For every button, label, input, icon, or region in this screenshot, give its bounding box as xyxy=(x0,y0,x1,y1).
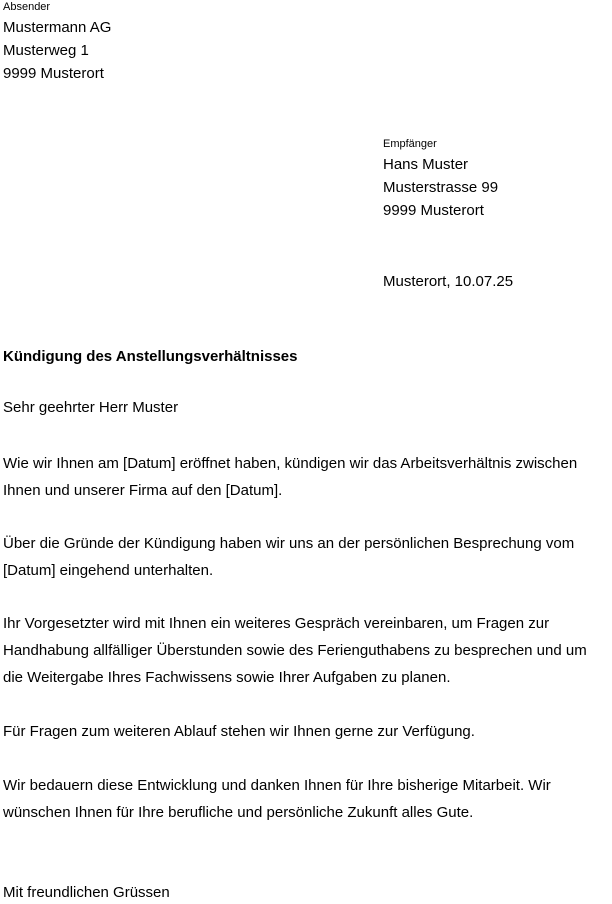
recipient-label: Empfänger xyxy=(383,138,437,150)
body-paragraph: Über die Gründe der Kündigung haben wir uns an der persönlichen Besprechung vom [Datum] eingehend unterhalten. xyxy=(3,535,575,579)
letter-subject: Kündigung des Anstellungsverhältnisses xyxy=(3,348,298,365)
body-paragraph: Wie wir Ihnen am [Datum] eröffnet haben, kündigen wir das Arbeitsverhältnis zwischen Ihnen und unserer Firma auf den [Datum]. xyxy=(3,455,578,499)
body-paragraph: Ihr Vorgesetzter wird mit Ihnen ein weiteres Gespräch vereinbaren, um Fragen zur Handhabung allfälliger Überstunden sowie des Ferienguthabens zu besprechen und um die Weitergabe Ihres Fachwissens sowie Ihrer Aufgaben zu planen. xyxy=(3,615,587,686)
salutation: Sehr geehrter Herr Muster xyxy=(3,399,179,416)
body-paragraph: Wir bedauern diese Entwicklung und danken Ihnen für Ihre bisherige Mitarbeit. Wir wünschen Ihnen für Ihre berufliche und persönliche Zukunft alles Gute. xyxy=(3,777,551,821)
recipient-street: Musterstrasse 99 xyxy=(383,179,499,196)
closing-formula: Mit freundlichen Grüssen xyxy=(3,884,170,901)
sender-street: Musterweg 1 xyxy=(3,42,89,59)
sender-city: 9999 Musterort xyxy=(3,65,104,82)
recipient-city: 9999 Musterort xyxy=(383,202,484,219)
sender-address-block xyxy=(3,0,111,85)
recipient-address-block xyxy=(383,137,498,222)
recipient-name: Hans Muster xyxy=(383,156,469,173)
place-and-date: Musterort, 10.07.25 xyxy=(383,273,514,290)
body-paragraph: Für Fragen zum weiteren Ablauf stehen wir Ihnen gerne zur Verfügung. xyxy=(3,723,475,740)
sender-label: Absender xyxy=(3,1,51,13)
sender-name: Mustermann AG xyxy=(3,19,112,36)
